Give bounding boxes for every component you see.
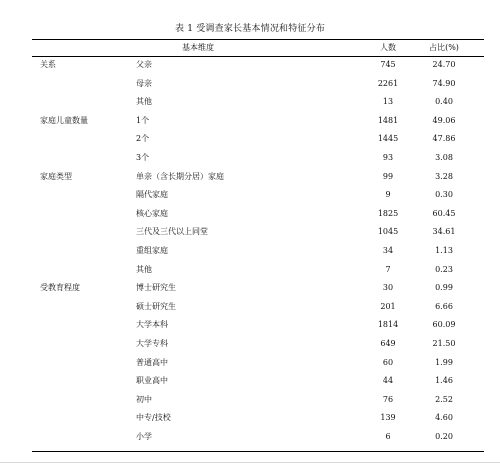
row-item: 其他 <box>136 97 152 106</box>
row-item: 隔代家庭 <box>136 190 168 199</box>
row-count: 201 <box>380 302 396 311</box>
row-percent: 2.52 <box>435 395 453 404</box>
row-count: 6 <box>385 432 391 441</box>
table-title: 表 1 受调查家长基本情况和特征分布 <box>174 24 326 34</box>
row-count: 1481 <box>377 116 399 125</box>
row-item: 核心家庭 <box>136 209 168 218</box>
row-percent: 0.40 <box>435 97 453 106</box>
header-percent: 占比(%) <box>429 43 459 52</box>
row-item: 母亲 <box>136 79 152 88</box>
row-count: 7 <box>385 265 391 274</box>
row-percent: 47.86 <box>432 134 456 143</box>
row-percent: 60.45 <box>432 209 456 218</box>
row-percent: 21.50 <box>432 339 456 348</box>
row-percent: 34.61 <box>432 227 456 236</box>
row-count: 9 <box>385 190 391 199</box>
table-header-rule <box>32 56 484 57</box>
row-item: 硕士研究生 <box>136 302 176 311</box>
row-percent: 4.60 <box>435 413 453 422</box>
row-count: 76 <box>382 395 394 404</box>
row-item: 1个 <box>136 116 150 125</box>
row-item: 普通高中 <box>136 358 168 367</box>
header-dimension: 基本维度 <box>182 43 214 52</box>
row-count: 139 <box>380 413 396 422</box>
row-percent: 1.46 <box>435 376 453 385</box>
row-count: 34 <box>382 246 394 255</box>
row-percent: 60.09 <box>432 320 456 329</box>
row-item: 初中 <box>136 395 152 404</box>
row-item: 中专/技校 <box>136 413 171 422</box>
row-count: 2261 <box>377 79 399 88</box>
row-percent: 49.06 <box>432 116 456 125</box>
row-percent: 1.99 <box>435 358 453 367</box>
row-item: 3个 <box>136 153 150 162</box>
row-percent: 0.23 <box>435 265 453 274</box>
row-category: 受教育程度 <box>40 283 80 292</box>
row-count: 30 <box>382 283 394 292</box>
row-item: 大学本科 <box>136 320 168 329</box>
row-percent: 3.08 <box>435 153 453 162</box>
row-percent: 0.20 <box>435 432 453 441</box>
row-count: 93 <box>382 153 394 162</box>
row-count: 745 <box>380 60 396 69</box>
page-footer-line <box>0 462 500 463</box>
row-percent: 1.13 <box>435 246 453 255</box>
row-percent: 0.99 <box>435 283 453 292</box>
row-percent: 3.28 <box>435 172 453 181</box>
row-item: 博士研究生 <box>136 283 176 292</box>
row-count: 1825 <box>377 209 399 218</box>
row-count: 13 <box>382 97 394 106</box>
row-percent: 6.66 <box>435 302 453 311</box>
row-category: 家庭儿童数量 <box>40 116 88 125</box>
row-item: 重组家庭 <box>136 246 168 255</box>
row-item: 其他 <box>136 265 152 274</box>
row-item: 三代及三代以上同堂 <box>136 227 208 236</box>
row-item: 小学 <box>136 432 152 441</box>
row-category: 家庭类型 <box>40 172 72 181</box>
row-item: 大学专科 <box>136 339 168 348</box>
row-percent: 74.90 <box>432 79 456 88</box>
row-count: 1045 <box>377 227 399 236</box>
row-count: 1445 <box>377 134 399 143</box>
table-top-rule <box>32 39 484 40</box>
row-count: 60 <box>382 358 394 367</box>
row-item: 2个 <box>136 134 150 143</box>
row-item: 父亲 <box>136 60 152 69</box>
row-count: 1814 <box>377 320 399 329</box>
row-percent: 0.30 <box>435 190 453 199</box>
row-item: 职业高中 <box>136 376 168 385</box>
row-category: 关系 <box>40 60 56 69</box>
row-count: 99 <box>382 172 394 181</box>
header-count: 人数 <box>380 43 396 52</box>
row-count: 44 <box>382 376 394 385</box>
row-item: 单亲（含长期分居）家庭 <box>136 172 224 181</box>
row-percent: 24.70 <box>432 60 456 69</box>
row-count: 649 <box>380 339 396 348</box>
table-bottom-rule <box>32 451 484 452</box>
